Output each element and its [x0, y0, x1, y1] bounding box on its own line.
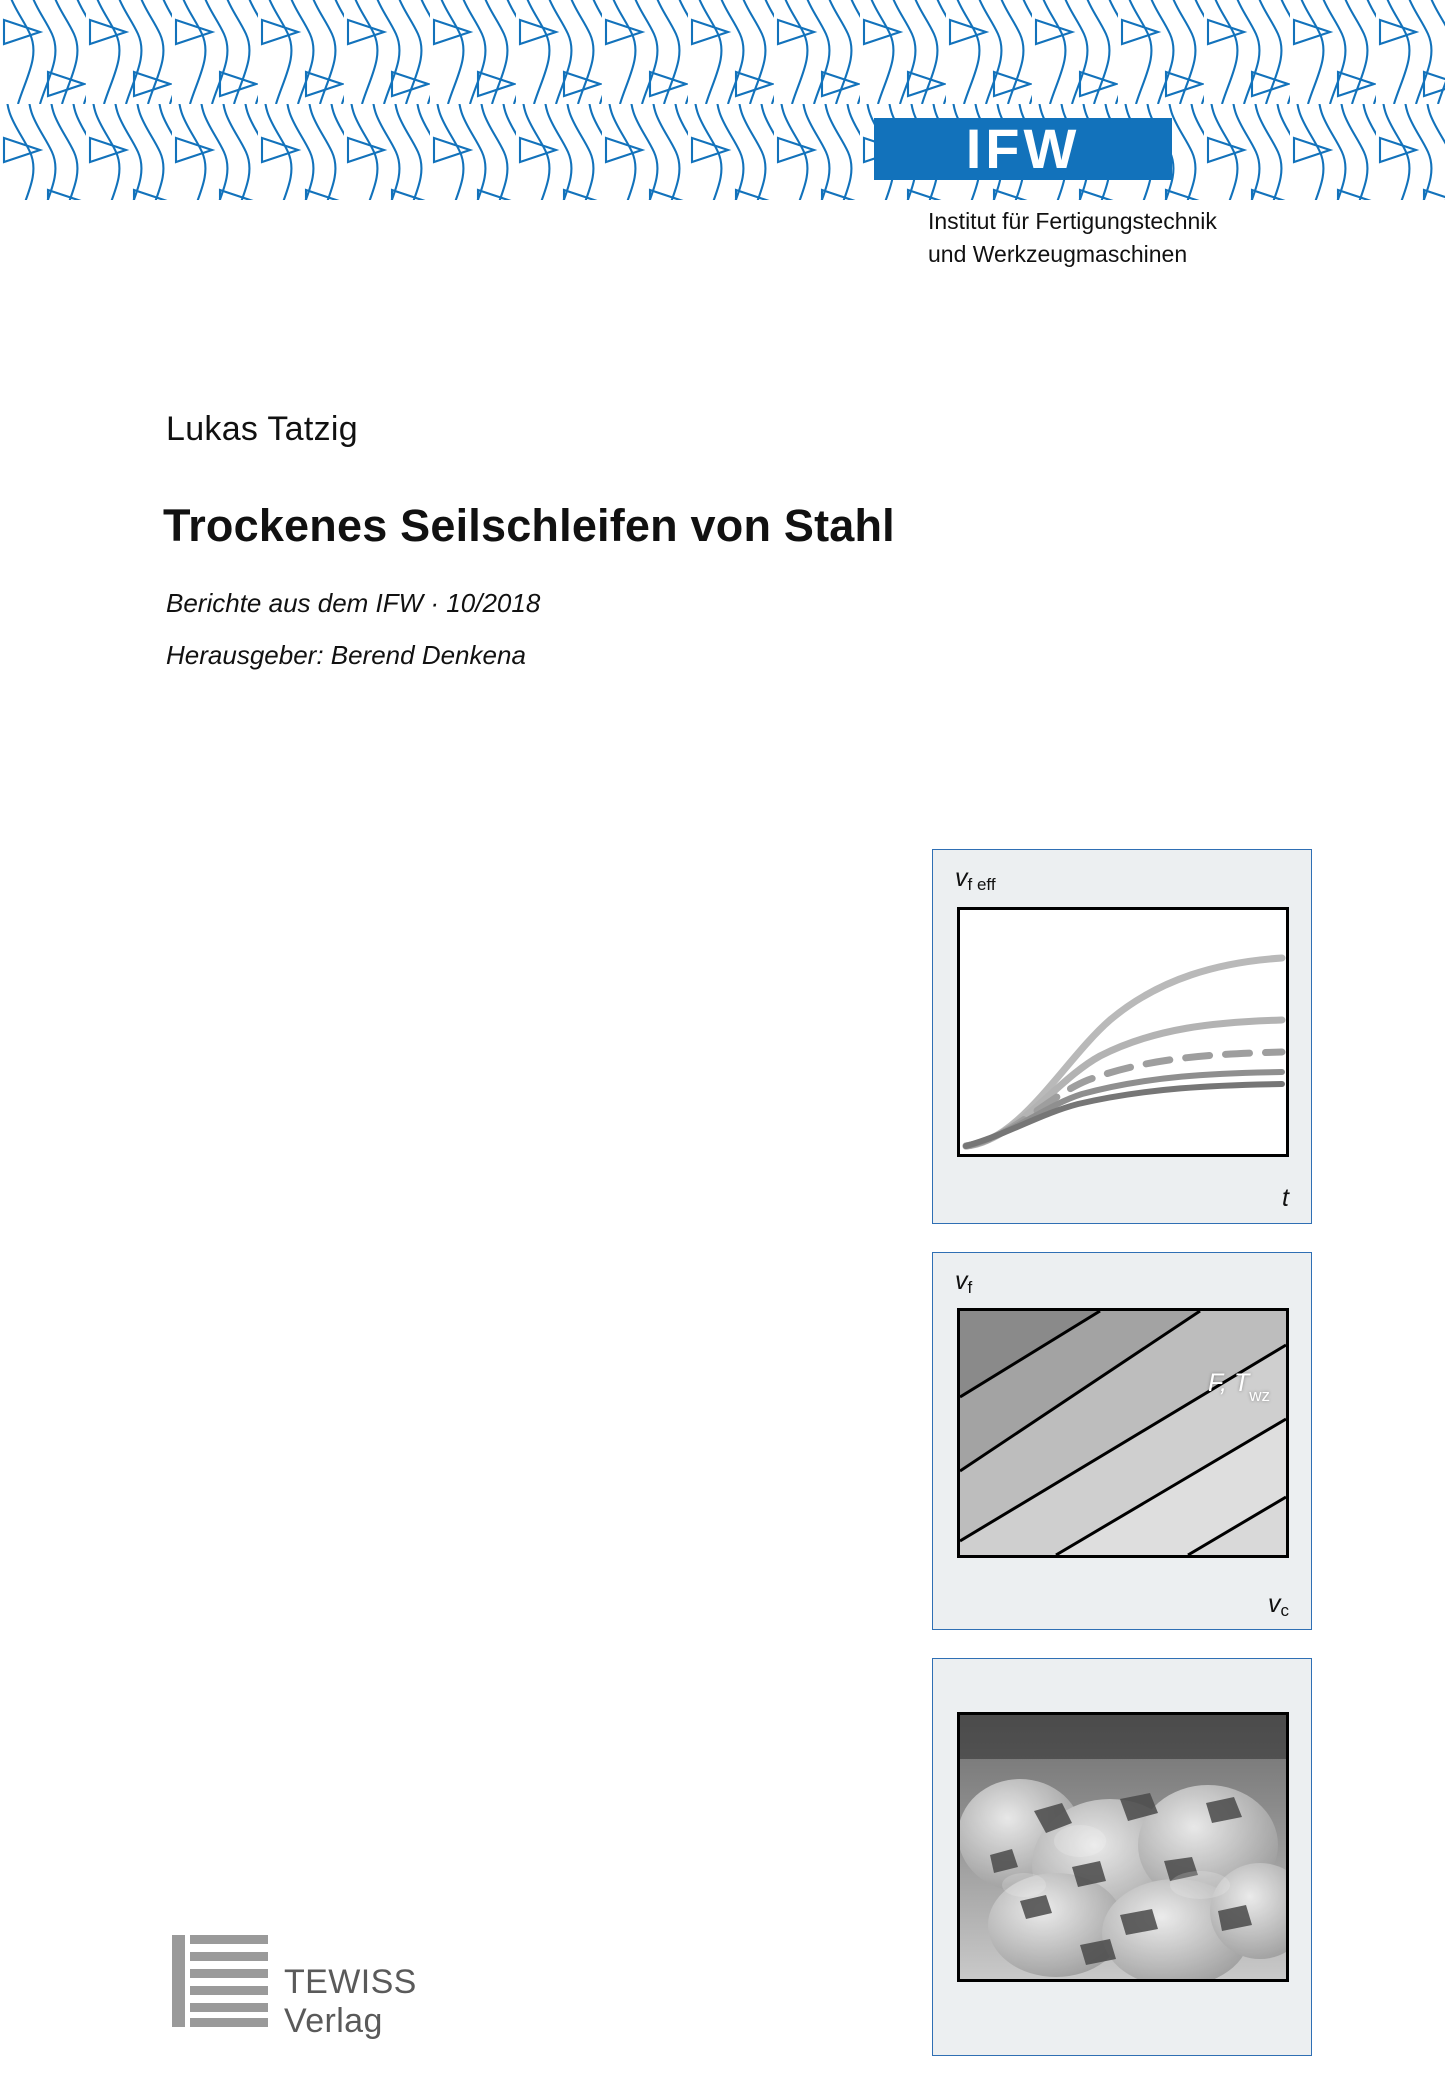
institute-name-line-2: und Werkzeugmaschinen: [928, 241, 1188, 267]
figure1-x-axis-symbol: t: [1282, 1184, 1289, 1212]
figure2-plot-area: [957, 1308, 1289, 1558]
institute-name-line-1: Institut für Fertigungstechnik: [928, 208, 1217, 234]
banded-contour-map-icon: [960, 1311, 1286, 1555]
editor-info: Herausgeber: Berend Denkena: [166, 640, 526, 670]
figure-panel-micrograph: [932, 1658, 1312, 2056]
publisher-logo: [172, 1935, 512, 2040]
figure1-y-axis-label: [955, 864, 996, 893]
institute-name: [928, 205, 1348, 271]
publisher-name: TEWISS Verlag: [284, 1963, 417, 2040]
saturating-curves-icon: [960, 910, 1286, 1154]
sem-micrograph-icon: [960, 1715, 1286, 1979]
figure3-image-area: [957, 1712, 1289, 1982]
figure2-x-axis-symbol: v: [1268, 1590, 1281, 1618]
figure2-y-axis-label: [955, 1267, 972, 1296]
figure-panel-process-map: [932, 1252, 1312, 1630]
figure2-x-axis-label: [1268, 1590, 1289, 1619]
series-info: Berichte aus dem IFW · 10/2018: [166, 588, 541, 618]
figure1-x-axis-label: [1282, 1184, 1289, 1213]
ifw-logo: IFW: [874, 118, 1172, 180]
figure1-y-axis-subscript: f eff: [967, 875, 996, 894]
author-name: Lukas Tatzig: [166, 410, 358, 448]
page-title: Trockenes Seilschleifen von Stahl: [163, 500, 895, 551]
header-pattern-band: [0, 0, 1445, 200]
figure2-annotation-symbol: F, T: [1208, 1369, 1250, 1397]
woven-rope-pattern-icon: [0, 0, 1445, 200]
figure2-y-axis-symbol: v: [955, 1267, 968, 1295]
tewiss-bars-icon: [172, 1935, 268, 2027]
tewiss-mark-icon: [172, 1935, 268, 2027]
figure2-x-axis-subscript: c: [1280, 1601, 1289, 1620]
figure2-annotation-subscript: wz: [1249, 1386, 1270, 1405]
figure1-y-axis-symbol: v: [955, 864, 968, 892]
figure1-plot-area: [957, 907, 1289, 1157]
figure-panel-feed-rate: [932, 849, 1312, 1224]
figure2-annotation: [1208, 1369, 1270, 1405]
figure2-y-axis-subscript: f: [967, 1278, 973, 1297]
